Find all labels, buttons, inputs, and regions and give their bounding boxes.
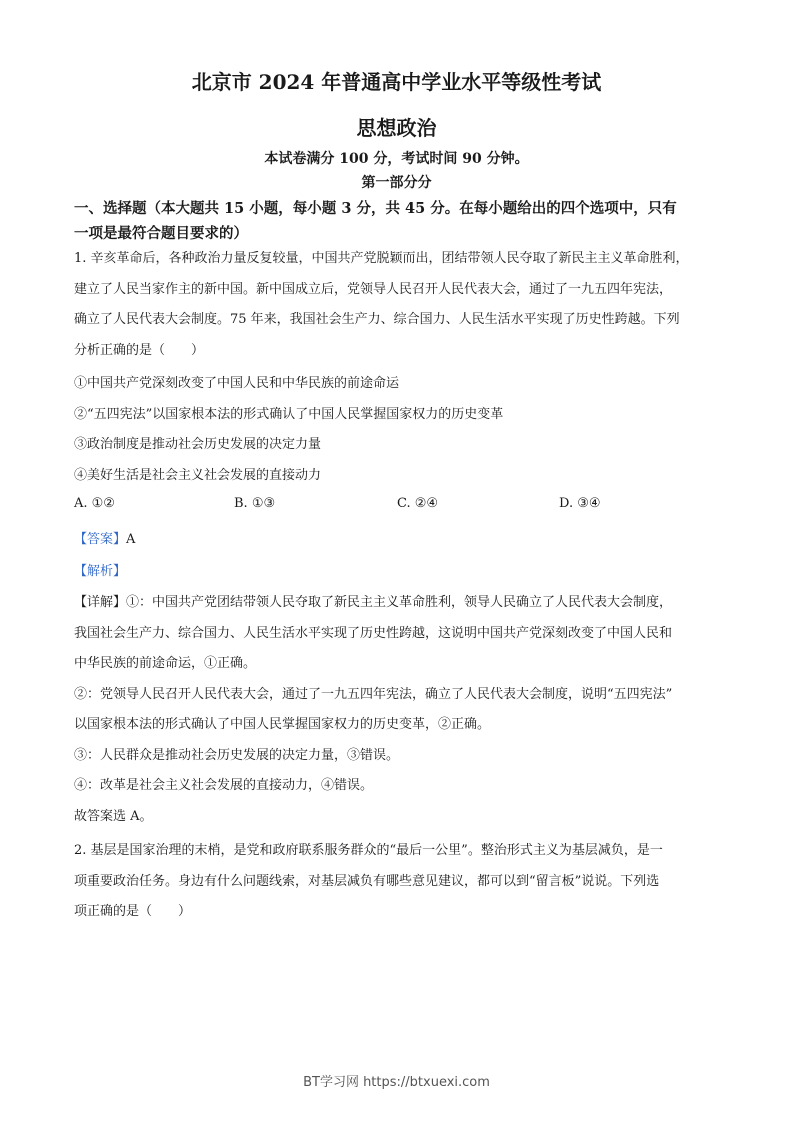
option-b: B. ①③ xyxy=(234,496,276,511)
question-stem-line: 2. 基层是国家治理的末梢，是党和政府联系服务群众的“最后一公里”。整治形式主义为基层减负，是一 xyxy=(74,843,663,858)
footer-watermark[interactable]: BT学习网 https://btxuexi.com xyxy=(303,1075,490,1090)
exam-title: 北京市 2024 年普通高中学业水平等级性考试 xyxy=(191,70,602,94)
question-stem-line: 项重要政治任务。身边有什么问题线索，对基层减负有哪些意见建议，都可以到“留言板”说说。下列选 xyxy=(74,873,660,889)
question-stem-line: 确立了人民代表大会制度。75 年来，我国社会生产力、综合国力、人民生活水平实现了历史性跨越。下列 xyxy=(74,312,680,327)
statement: ①中国共产党深刻改变了中国人民和中华民族的前途命运 xyxy=(74,376,400,391)
section-heading-line: 一、选择题（本大题共 15 小题，每小题 3 分，共 45 分。在每小题给出的四个选项中，只有 xyxy=(74,200,677,217)
question-2 xyxy=(74,836,722,928)
section-heading xyxy=(74,196,722,246)
analysis-line: 故答案选 A。 xyxy=(74,808,153,824)
question-1 xyxy=(74,244,722,491)
answer-value: A xyxy=(126,532,136,547)
analysis-line: 中华民族的前途命运，①正确。 xyxy=(74,656,257,671)
analysis-line: ④：改革是社会主义社会发展的直接动力，④错误。 xyxy=(74,778,374,793)
answer-line xyxy=(74,528,135,547)
option-a: A. ①② xyxy=(74,496,115,511)
options-row xyxy=(74,496,722,520)
question-stem-line: 1. 辛亥革命后，各种政治力量反复较量，中国共产党脱颖而出，团结带领人民夺取了新民主主义革命胜利， xyxy=(74,251,689,266)
exam-info: 本试卷满分 100 分，考试时间 90 分钟。 xyxy=(264,151,529,167)
statement: ③政治制度是推动社会历史发展的决定力量 xyxy=(74,437,322,452)
analysis-tag-line xyxy=(74,560,126,579)
statement: ②“五四宪法”以国家根本法的形式确认了中国人民掌握国家权力的历史变革 xyxy=(74,406,504,422)
answer-tag: 【答案】 xyxy=(74,532,127,547)
question-stem-line: 项正确的是（ ） xyxy=(74,904,192,919)
analysis-line: 【详解】①：中国共产党团结带领人民夺取了新民主主义革命胜利，领导人民确立了人民代表大会制度， xyxy=(74,595,673,610)
option-c: C. ②④ xyxy=(397,496,439,511)
analysis-tag: 【解析】 xyxy=(74,564,127,579)
question-stem-line: 建立了人民当家作主的新中国。新中国成立后，党领导人民召开人民代表大会，通过了一九五四年宪法， xyxy=(74,281,673,297)
statement: ④美好生活是社会主义社会发展的直接动力 xyxy=(74,467,322,483)
option-d: D. ③④ xyxy=(559,496,601,511)
analysis-body xyxy=(74,588,722,832)
subject-title: 思想政治 xyxy=(356,116,437,140)
analysis-line: 以国家根本法的形式确认了中国人民掌握国家权力的历史变革，②正确。 xyxy=(74,717,491,732)
analysis-line: ③：人民群众是推动社会历史发展的决定力量，③错误。 xyxy=(74,747,400,763)
analysis-line: ②：党领导人民召开人民代表大会，通过了一九五四年宪法，确立了人民代表大会制度，说明“五四宪法” xyxy=(74,686,673,702)
section-heading-line: 一项是最符合题目要求的） xyxy=(74,225,248,242)
part-heading: 第一部分分 xyxy=(361,175,432,191)
analysis-line: 我国社会生产力、综合国力、人民生活水平实现了历史性跨越，这说明中国共产党深刻改变了中国人民和 xyxy=(74,625,673,641)
question-stem-line: 分析正确的是（ ） xyxy=(74,342,205,358)
